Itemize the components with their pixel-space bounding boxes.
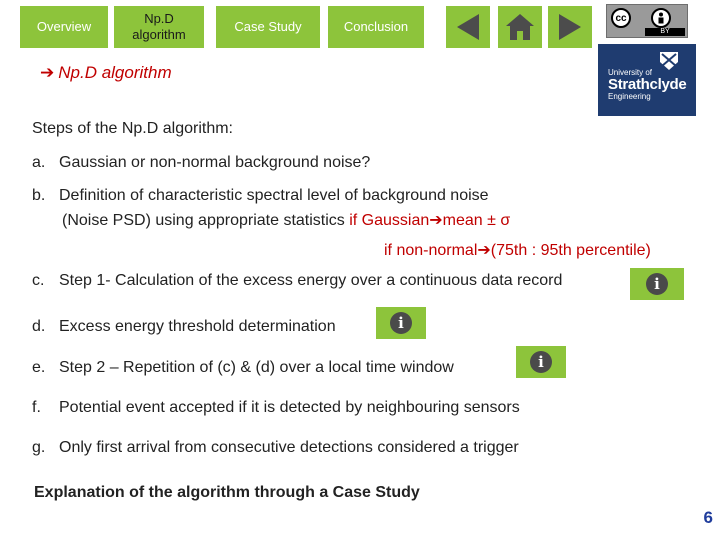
previous-icon — [453, 12, 483, 42]
page-number: 6 — [703, 508, 713, 527]
item-b-letter: b. — [32, 187, 46, 204]
home-icon — [504, 12, 536, 42]
item-d-text: Excess energy threshold determination — [59, 318, 336, 335]
logo-line-2: Strathclyde — [608, 76, 687, 93]
tab-case-study[interactable] — [216, 6, 320, 48]
tab-overview[interactable] — [20, 6, 108, 48]
info-button-c[interactable] — [630, 268, 684, 300]
tab-case-study-label: Case Study — [234, 19, 302, 34]
item-c-letter: c. — [32, 272, 45, 289]
crest-icon — [658, 50, 680, 72]
tab-conclusion[interactable] — [328, 6, 424, 48]
gaussian-rule: if Gaussian➔mean ± σ — [349, 212, 511, 229]
info-button-e[interactable] — [516, 346, 566, 378]
item-g-letter: g. — [32, 439, 46, 456]
tab-npd-algorithm[interactable] — [114, 6, 204, 48]
section-heading — [40, 63, 172, 83]
item-b-line-1: Definition of characteristic spectral level of background noise — [59, 187, 489, 204]
attribution-person-icon — [651, 8, 671, 28]
logo-line-1: University of — [608, 68, 653, 77]
item-f-text: Potential event accepted if it is detected by neighbouring sensors — [59, 399, 520, 416]
tab-npd-algorithm-label: Np.D algorithm — [132, 11, 186, 42]
logo-line-3: Engineering — [608, 92, 651, 101]
item-e-text: Step 2 – Repetition of (c) & (d) over a local time window — [59, 359, 454, 376]
steps-intro: Steps of the Np.D algorithm: — [32, 120, 233, 137]
previous-button[interactable] — [446, 6, 490, 48]
non-normal-rule: if non-normal➔(75th : 95th percentile) — [384, 242, 651, 259]
item-e-letter: e. — [32, 359, 46, 376]
info-button-d[interactable] — [376, 307, 426, 339]
item-a-letter: a. — [32, 154, 46, 171]
cc-by-license-badge — [606, 4, 688, 38]
item-b-line-2: (Noise PSD) using appropriate statistics if Gaussian➔mean ± σ — [62, 212, 511, 229]
tab-conclusion-label: Conclusion — [343, 19, 409, 34]
case-study-explanation: Explanation of the algorithm through a Case Study — [34, 484, 420, 501]
item-f-letter: f. — [32, 399, 41, 416]
home-button[interactable] — [498, 6, 542, 48]
cc-by-label: BY — [645, 28, 685, 36]
item-d-letter: d. — [32, 318, 46, 335]
info-icon: i — [530, 351, 552, 373]
section-heading-text: Np.D algorithm — [58, 63, 172, 82]
next-button[interactable] — [548, 6, 592, 48]
arrow-icon: ➔ — [40, 63, 55, 82]
tab-overview-label: Overview — [36, 19, 92, 34]
item-g-text: Only first arrival from consecutive detections considered a trigger — [59, 439, 519, 456]
item-a-text: Gaussian or non-normal background noise? — [59, 154, 371, 171]
next-icon — [555, 12, 585, 42]
university-logo — [598, 44, 696, 116]
info-icon: i — [390, 312, 412, 334]
cc-icon: cc — [611, 8, 631, 28]
item-c-text: Step 1- Calculation of the excess energy over a continuous data record — [59, 272, 563, 289]
info-icon: i — [646, 273, 668, 295]
